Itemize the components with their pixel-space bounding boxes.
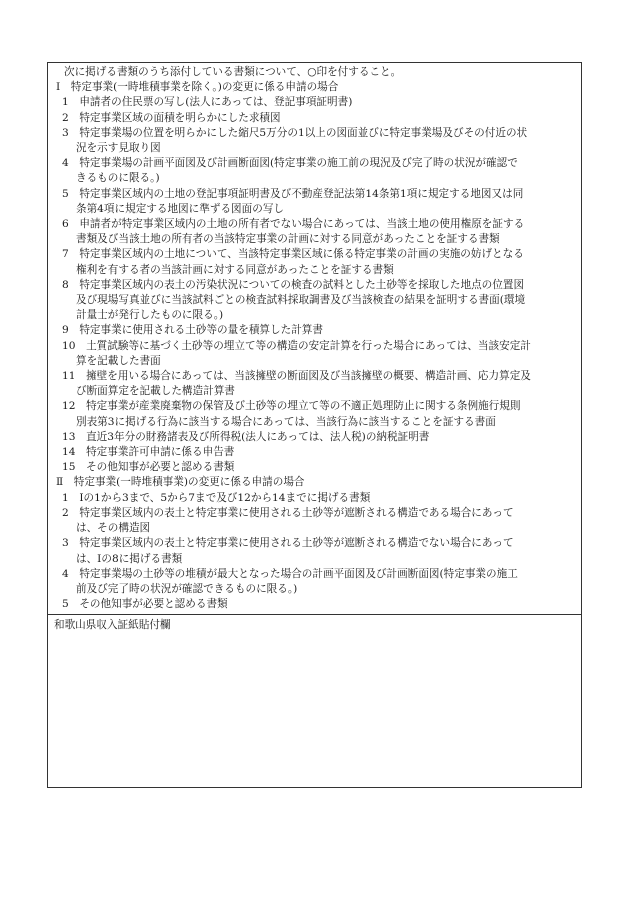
list-item-continuation: 況を示す見取り図	[76, 142, 161, 155]
list-item-text: 11 擁壁を用いる場合にあっては、当該擁壁の断面図及び当該擁壁の概要、構造計画、応力算定及	[62, 370, 531, 383]
list-item	[56, 126, 575, 156]
list-item	[56, 323, 575, 338]
list-item	[56, 217, 575, 247]
list-item-text: 6 申請者が特定事業区域内の土地の所有者でない場合にあっては、当該土地の使用権原を証する	[62, 218, 525, 231]
list-item-text: 15 その他知事が必要と認める書類	[62, 461, 235, 474]
list-item	[56, 491, 575, 506]
list-item-text: 4 特定事業場の土砂等の堆積が最大となった場合の計画平面図及び計画断面図(特定事業の施工	[62, 567, 518, 580]
list-item-text: 13 直近3年分の財務諸表及び所得税(法人にあっては、法人税)の納税証明書	[62, 430, 430, 443]
list-item-continuation: は、その構造図	[76, 522, 151, 535]
list-item-text: 5 その他知事が必要と認める書類	[62, 598, 228, 611]
list-item	[56, 156, 575, 186]
list-item-continuation: 条第4項に規定する地図に準ずる図面の写し	[76, 202, 285, 215]
section-1-title: Ⅰ 特定事業(一時堆積事業を除く。)の変更に係る申請の場合	[56, 81, 339, 94]
list-item-text: 2 特定事業区域内の表土と特定事業に使用される土砂等が遮断される構造である場合にあって	[62, 506, 514, 519]
list-item-continuation: び断面算定を記載した構造計算書	[76, 385, 235, 398]
list-item-text: 3 特定事業場の位置を明らかにした縮尺5万分の1以上の図面並びに特定事業場及びその付近の状	[62, 126, 528, 139]
section-1-items	[56, 95, 575, 475]
list-item	[56, 369, 575, 399]
list-item-text: 7 特定事業区域内の土地について、当該特定事業区域に係る特定事業の計画の実施の妨げとなる	[62, 248, 524, 261]
revenue-stamp-label: 和歌山県収入証紙貼付欄	[54, 619, 171, 631]
list-item-continuation: 権利を有する者の当該計画に対する同意があったことを証する書類	[76, 263, 394, 276]
list-item	[56, 247, 575, 277]
section-2-title: Ⅱ 特定事業(一時堆積事業)の変更に係る申請の場合	[56, 476, 305, 489]
list-item	[56, 95, 575, 110]
instruction-text: 次に掲げる書類のうち添付している書類について、○印を付すること。	[64, 66, 402, 78]
list-item-continuation: きるものに限る。)	[76, 172, 160, 185]
list-item	[56, 187, 575, 217]
list-item-continuation: は、Ⅰの8に掲げる書類	[76, 552, 183, 565]
list-item	[56, 339, 575, 369]
list-item-text: 9 特定事業に使用される土砂等の量を積算した計算書	[62, 324, 323, 337]
list-item-text: 1 申請者の住民票の写し(法人にあっては、登記事項証明書)	[62, 96, 353, 109]
list-item-continuation: 計量士が発行したものに限る。)	[76, 309, 224, 322]
list-item	[56, 506, 575, 536]
list-item-text: 1 Ⅰの1から3まで、5から7まで及び12から14までに掲げる書類	[62, 491, 371, 504]
list-item	[56, 430, 575, 445]
list-item	[56, 111, 575, 126]
list-item-text: 14 特定事業許可申請に係る申告書	[62, 446, 235, 459]
document-frame	[47, 62, 582, 788]
list-item-continuation: 算を記載した書面	[76, 354, 161, 367]
list-item-text: 2 特定事業区域の面積を明らかにした求積図	[62, 111, 281, 124]
list-item	[56, 597, 575, 612]
list-item-continuation: 及び現場写真並びに当該試料ごとの検査試料採取調書及び当該検査の結果を証明する書面(環境	[76, 294, 526, 307]
list-item-text: 12 特定事業が産業廃棄物の保管及び土砂等の埋立て等の不適正処理防止に関する条例施行規則	[62, 400, 521, 413]
list-item	[56, 567, 575, 597]
list-item-text: 5 特定事業区域内の土地の登記事項証明書及び不動産登記法第14条第1項に規定する地図又は同	[62, 187, 524, 200]
list-item-continuation: 別表第3に掲げる行為に該当する場合にあっては、当該行為に該当することを証する書面	[76, 415, 496, 428]
list-item-continuation: 前及び完了時の状況が確認できるものに限る。)	[76, 582, 298, 595]
list-item	[56, 460, 575, 475]
list-item	[56, 445, 575, 460]
revenue-stamp-area	[48, 615, 581, 787]
section-2-items	[56, 491, 575, 613]
list-item-text: 8 特定事業区域内の表土の汚染状況についての検査の試料とした土砂等を採取した地点の位置図	[62, 278, 525, 291]
list-item-text: 10 土質試験等に基づく土砂等の埋立て等の構造の安定計算を行った場合にあっては、当該安定計	[62, 339, 531, 352]
attachment-list-section	[48, 63, 581, 615]
list-item	[56, 399, 575, 429]
list-item-text: 4 特定事業場の計画平面図及び計画断面図(特定事業の施工前の現況及び完了時の状況が確認で	[62, 157, 518, 170]
list-item-text: 3 特定事業区域内の表土と特定事業に使用される土砂等が遮断される構造でない場合にあって	[62, 537, 514, 550]
list-item-continuation: 書類及び当該土地の所有者の当該特定事業の計画に対する同意があったことを証する書類	[76, 233, 500, 246]
list-item	[56, 278, 575, 324]
list-item	[56, 536, 575, 566]
